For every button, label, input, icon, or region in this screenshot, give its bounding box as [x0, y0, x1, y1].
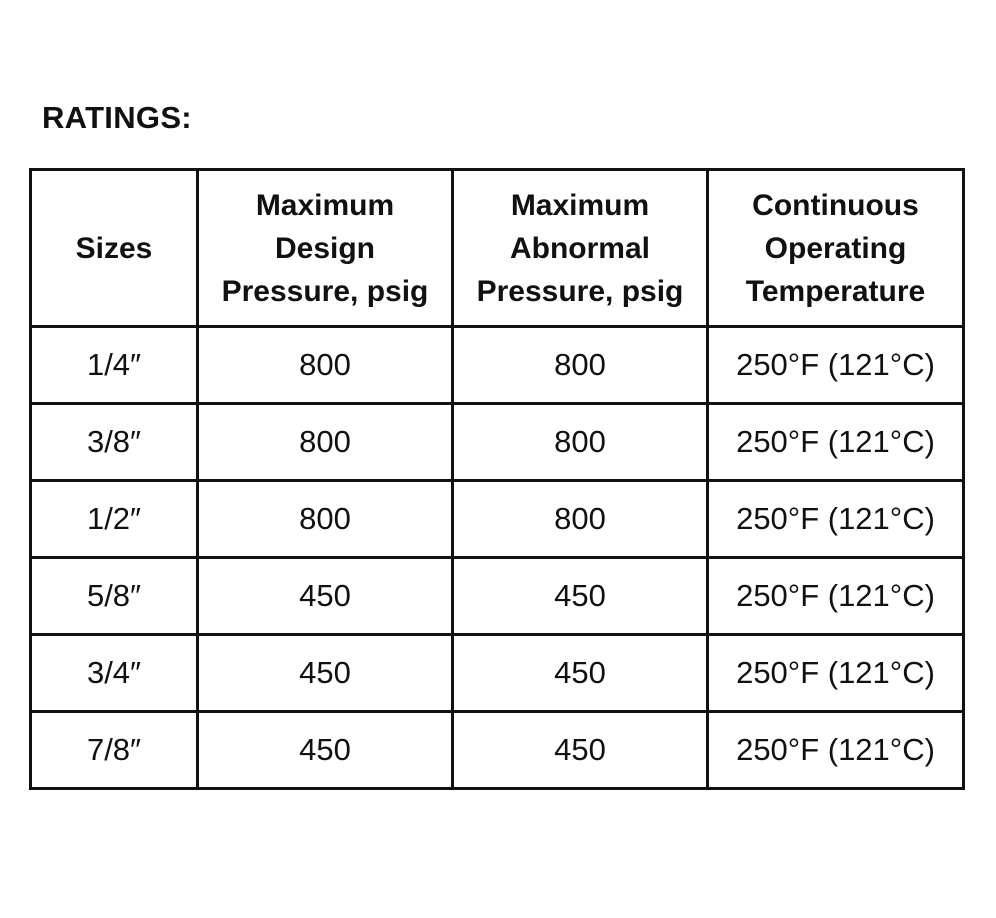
cell-max-abnormal-pressure: 800 — [453, 327, 708, 404]
header-max-abnormal-pressure — [453, 170, 708, 327]
cell-max-design-pressure: 800 — [198, 327, 453, 404]
header-max-abnormal-pressure-label: Maximum Abnormal Pressure, psig — [476, 188, 684, 308]
cell-operating-temperature: 250°F (121°C) — [708, 404, 964, 481]
header-sizes — [31, 170, 198, 327]
header-sizes-label: Sizes — [75, 231, 153, 265]
cell-max-design-pressure: 450 — [198, 712, 453, 789]
header-continuous-operating-temperature — [708, 170, 964, 327]
cell-operating-temperature: 250°F (121°C) — [708, 327, 964, 404]
cell-max-abnormal-pressure: 800 — [453, 404, 708, 481]
cell-operating-temperature: 250°F (121°C) — [708, 712, 964, 789]
header-max-design-pressure-label: Maximum Design Pressure, psig — [221, 188, 429, 308]
cell-size: 3/4″ — [31, 635, 198, 712]
cell-max-design-pressure: 800 — [198, 404, 453, 481]
header-max-design-pressure — [198, 170, 453, 327]
table-row — [31, 635, 964, 712]
table-row — [31, 327, 964, 404]
cell-size: 1/2″ — [31, 481, 198, 558]
cell-size: 7/8″ — [31, 712, 198, 789]
cell-size: 1/4″ — [31, 327, 198, 404]
ratings-heading: RATINGS: — [42, 100, 192, 135]
cell-operating-temperature: 250°F (121°C) — [708, 481, 964, 558]
cell-max-abnormal-pressure: 450 — [453, 558, 708, 635]
table-row — [31, 712, 964, 789]
header-continuous-operating-temperature-label: Continuous Operating Temperature — [745, 188, 926, 308]
table-row — [31, 481, 964, 558]
cell-max-abnormal-pressure: 450 — [453, 635, 708, 712]
ratings-table — [29, 168, 965, 790]
cell-operating-temperature: 250°F (121°C) — [708, 558, 964, 635]
cell-max-abnormal-pressure: 800 — [453, 481, 708, 558]
cell-max-design-pressure: 450 — [198, 558, 453, 635]
table-row — [31, 404, 964, 481]
cell-max-design-pressure: 800 — [198, 481, 453, 558]
table-row — [31, 558, 964, 635]
header-row — [31, 170, 964, 327]
cell-operating-temperature: 250°F (121°C) — [708, 635, 964, 712]
cell-max-abnormal-pressure: 450 — [453, 712, 708, 789]
cell-size: 5/8″ — [31, 558, 198, 635]
cell-size: 3/8″ — [31, 404, 198, 481]
cell-max-design-pressure: 450 — [198, 635, 453, 712]
